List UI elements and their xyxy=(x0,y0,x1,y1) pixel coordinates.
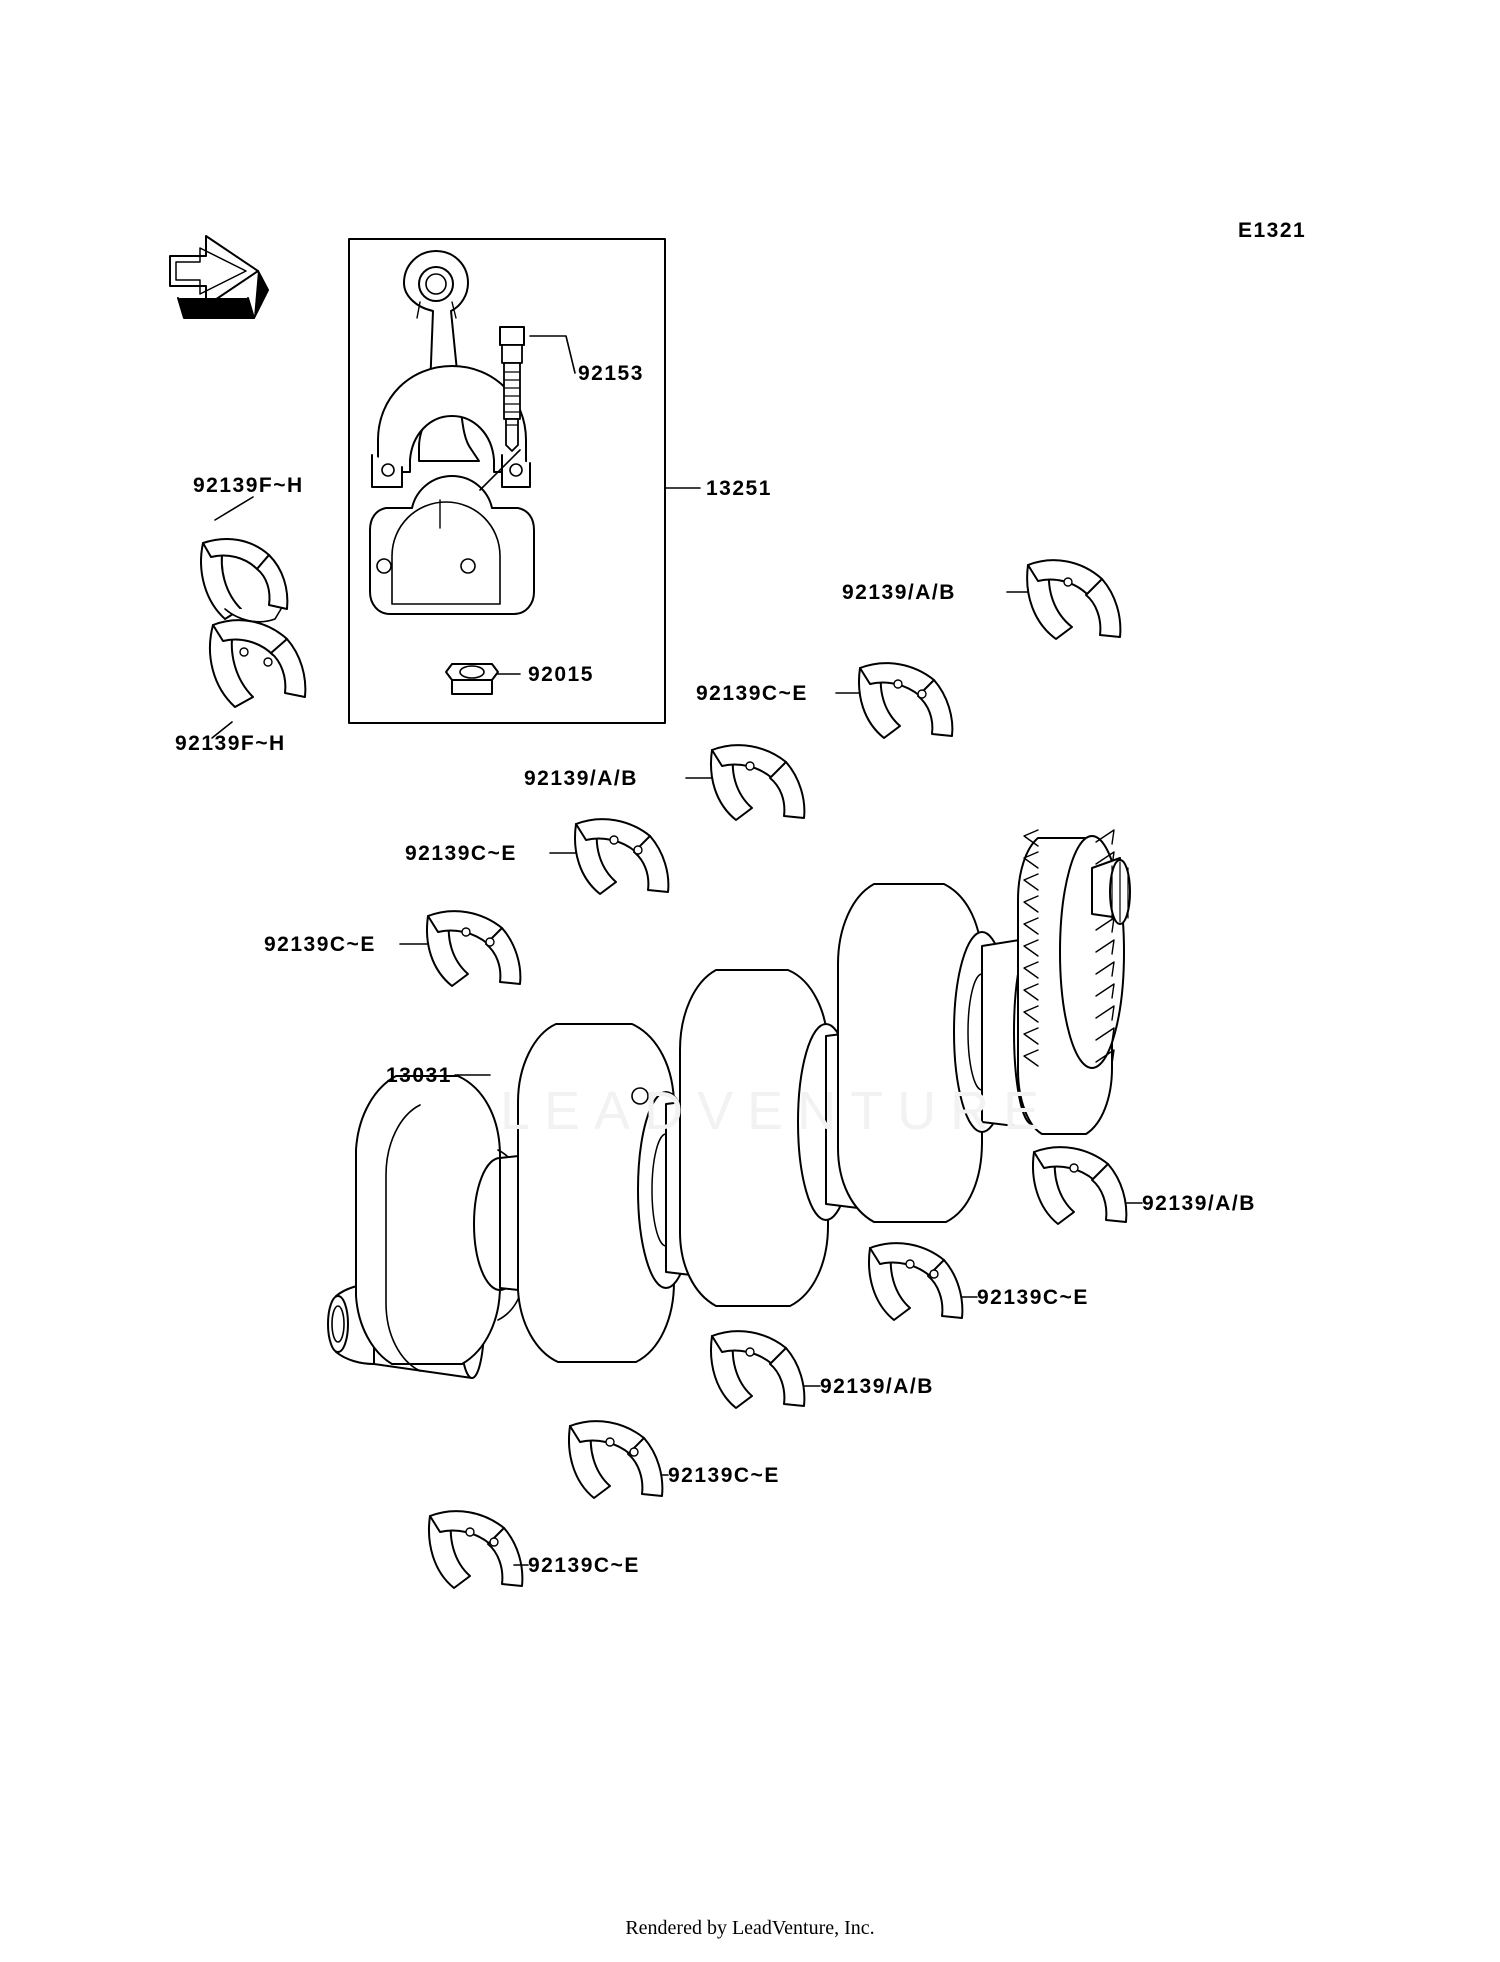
bearing-shell xyxy=(869,1243,962,1320)
part-label-92139AB-1[interactable]: 92139/A/B xyxy=(842,581,956,604)
bearing-shell xyxy=(569,1421,662,1498)
part-label-92139F-H-lower[interactable]: 92139F~H xyxy=(175,732,286,755)
part-label-92139CE-5[interactable]: 92139C~E xyxy=(668,1464,780,1487)
bearing-shell xyxy=(711,1331,804,1408)
footer-credit: Rendered by LeadVenture, Inc. xyxy=(625,1917,875,1939)
part-label-92139AB-3[interactable]: 92139/A/B xyxy=(1142,1192,1256,1215)
watermark-text: LEADVENTURE xyxy=(500,1081,1054,1141)
bearing-shell xyxy=(427,911,520,986)
part-label-13251[interactable]: 13251 xyxy=(706,477,772,500)
front-arrow-icon xyxy=(170,236,268,318)
bearing-shell xyxy=(1027,560,1120,639)
part-label-13031[interactable]: 13031 xyxy=(386,1064,452,1087)
nut-92015 xyxy=(446,664,498,694)
part-label-92139CE-2[interactable]: 92139C~E xyxy=(405,842,517,865)
part-label-92139CE-6[interactable]: 92139C~E xyxy=(528,1554,640,1577)
bearing-shell xyxy=(711,745,804,820)
bearing-shell xyxy=(201,539,287,622)
part-label-92139F-H-upper[interactable]: 92139F~H xyxy=(193,474,304,497)
bearing-shell xyxy=(859,663,952,738)
bearing-shell xyxy=(575,819,668,894)
part-label-92139AB-4[interactable]: 92139/A/B xyxy=(820,1375,934,1398)
part-label-92139CE-3[interactable]: 92139C~E xyxy=(264,933,376,956)
part-label-92139CE-1[interactable]: 92139C~E xyxy=(696,682,808,705)
bearing-shell xyxy=(1033,1147,1126,1224)
part-label-92153[interactable]: 92153 xyxy=(578,362,644,385)
diagram-code: E1321 xyxy=(1238,219,1307,242)
bearing-shell xyxy=(429,1511,522,1588)
part-label-92139CE-4[interactable]: 92139C~E xyxy=(977,1286,1089,1309)
part-label-92015[interactable]: 92015 xyxy=(528,663,594,686)
part-label-92139AB-2[interactable]: 92139/A/B xyxy=(524,767,638,790)
bearing-shell xyxy=(210,620,305,707)
